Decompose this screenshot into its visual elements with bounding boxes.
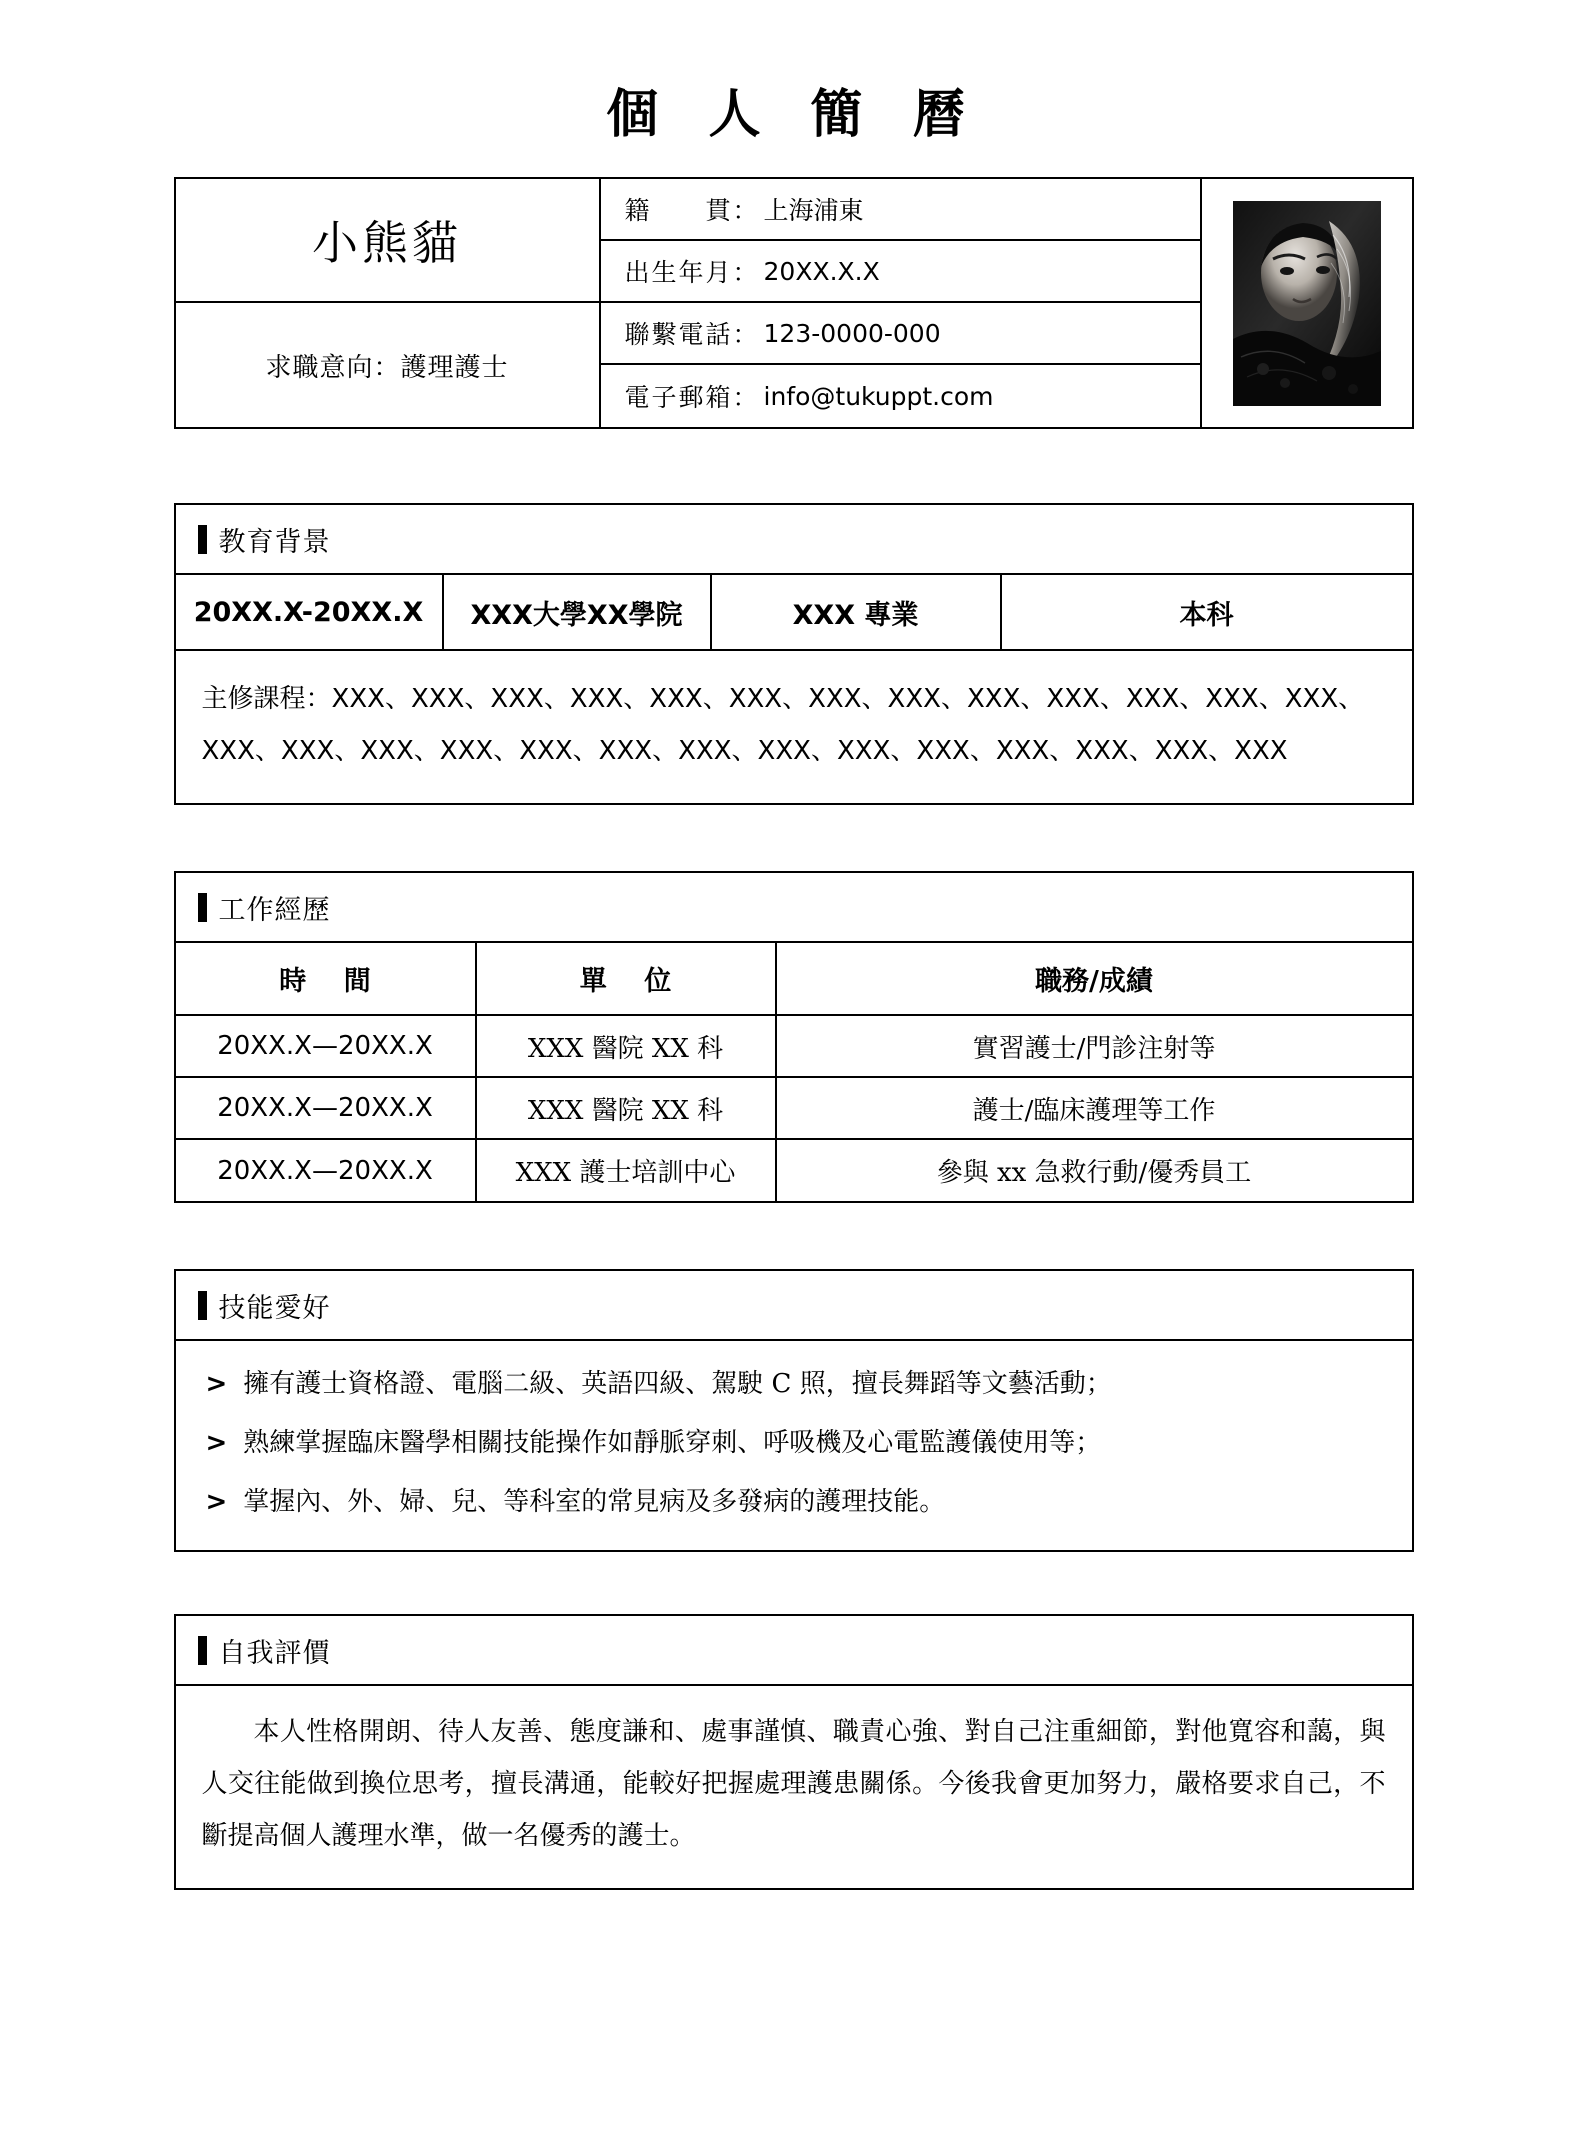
- field-label: 電子郵箱：: [624, 383, 760, 413]
- chevron-right-icon: >: [205, 1428, 228, 1459]
- section-bar-icon: [198, 525, 207, 554]
- skill-text: 熟練掌握臨床醫學相關技能操作如靜脈穿刺、呼吸機及心電監護儀使用等；: [243, 1428, 1102, 1459]
- list-item: [176, 1414, 1412, 1473]
- spacer: [0, 805, 1587, 871]
- contact-fields-column: [601, 179, 1202, 427]
- education-section-header: [176, 505, 1412, 575]
- skills-list: [176, 1341, 1412, 1550]
- photo-column: [1202, 179, 1412, 427]
- table-header-row: [176, 943, 1412, 1015]
- work-time: 20XX.X—20XX.X: [176, 1077, 476, 1139]
- field-value: info@tukuppt.com: [763, 381, 994, 411]
- name-and-objective-column: [176, 179, 601, 427]
- field-value: 123-0000-000: [763, 318, 941, 348]
- field-label: 聯繫電話：: [624, 320, 760, 350]
- work-unit: XXX 醫院 XX 科: [476, 1015, 776, 1077]
- skill-text: 掌握內、外、婦、兒、等科室的常見病及多發病的護理技能。: [243, 1487, 946, 1518]
- work-role: 參與 xx 急救行動/優秀員工: [776, 1139, 1412, 1201]
- work-section-header: [176, 873, 1412, 943]
- table-row: [176, 1015, 1412, 1077]
- page-title: 個 人 簡 曆: [606, 84, 981, 145]
- objective-cell: [176, 303, 599, 427]
- section-title: 工作經歷: [218, 894, 331, 926]
- section-title: 技能愛好: [218, 1292, 331, 1324]
- field-value: 上海浦東: [763, 196, 864, 226]
- field-hometown: [601, 179, 1200, 241]
- column-header-time: 時 間: [176, 943, 476, 1015]
- field-label: 籍 貫：: [624, 196, 760, 226]
- portrait-photo: [1233, 201, 1381, 406]
- skills-section-header: [176, 1271, 1412, 1341]
- courses-value: XXX、XXX、XXX、XXX、XXX、XXX、XXX、XXX、XXX、XXX、XXX、XXX、XXX、XXX、XXX、XXX、XXX、XXX、XXX、XXX、XXX、XXX、XXX、XXX、XXX、XXX、XXX: [201, 684, 1365, 767]
- section-title: 教育背景: [218, 526, 331, 558]
- skills-section: [174, 1269, 1414, 1552]
- education-table-row: [176, 575, 1412, 651]
- personal-info-block: [174, 177, 1414, 429]
- work-unit: XXX 醫院 XX 科: [476, 1077, 776, 1139]
- work-time: 20XX.X—20XX.X: [176, 1139, 476, 1201]
- work-experience-table: [176, 943, 1412, 1201]
- work-unit: XXX 護士培訓中心: [476, 1139, 776, 1201]
- field-birthdate: [601, 241, 1200, 303]
- chevron-right-icon: >: [205, 1487, 228, 1518]
- spacer: [0, 429, 1587, 503]
- skill-text: 擁有護士資格證、電腦二級、英語四級、駕駛 C 照，擅長舞蹈等文藝活動；: [243, 1369, 1112, 1400]
- education-school: XXX大學XX學院: [444, 575, 712, 649]
- list-item: [176, 1355, 1412, 1414]
- candidate-name: 小熊貓: [312, 216, 462, 271]
- courses-label: 主修課程：: [201, 684, 332, 715]
- spacer: [0, 1552, 1587, 1614]
- column-header-unit: 單 位: [476, 943, 776, 1015]
- field-phone: [601, 303, 1200, 365]
- field-email: [601, 365, 1200, 427]
- education-major: XXX 專業: [712, 575, 1002, 649]
- name-cell: [176, 179, 599, 303]
- column-header-role: 職務/成績: [776, 943, 1412, 1015]
- education-courses: [176, 651, 1412, 803]
- work-role: 護士/臨床護理等工作: [776, 1077, 1412, 1139]
- education-section: [174, 503, 1414, 805]
- work-experience-section: [174, 871, 1414, 1203]
- self-evaluation-section-header: [176, 1616, 1412, 1686]
- field-value: 20XX.X.X: [763, 256, 880, 286]
- section-bar-icon: [198, 1291, 207, 1320]
- education-period: 20XX.X-20XX.X: [176, 575, 444, 649]
- self-evaluation-text: 本人性格開朗、待人友善、態度謙和、處事謹慎、職責心強、對自己注重細節，對他寬容和藹，與人交往能做到換位思考，擅長溝通，能較好把握處理護患關係。今後我會更加努力，嚴格要求自己，不斷提高個人護理水準，做一名優秀的護士。: [201, 1717, 1386, 1852]
- education-degree: 本科: [1179, 599, 1234, 631]
- chevron-right-icon: >: [205, 1369, 228, 1400]
- work-time: 20XX.X—20XX.X: [176, 1015, 476, 1077]
- list-item: [176, 1473, 1412, 1532]
- self-evaluation-section: [174, 1614, 1414, 1890]
- spacer: [0, 1203, 1587, 1269]
- field-label: 出生年月：: [624, 258, 760, 288]
- job-objective: 求職意向：護理護士: [265, 352, 509, 383]
- table-row: [176, 1077, 1412, 1139]
- work-role: 實習護士/門診注射等: [776, 1015, 1412, 1077]
- section-bar-icon: [198, 893, 207, 922]
- section-bar-icon: [198, 1636, 207, 1665]
- section-title: 自我評價: [218, 1637, 331, 1669]
- portrait-image: [1233, 201, 1381, 406]
- table-row: [176, 1139, 1412, 1201]
